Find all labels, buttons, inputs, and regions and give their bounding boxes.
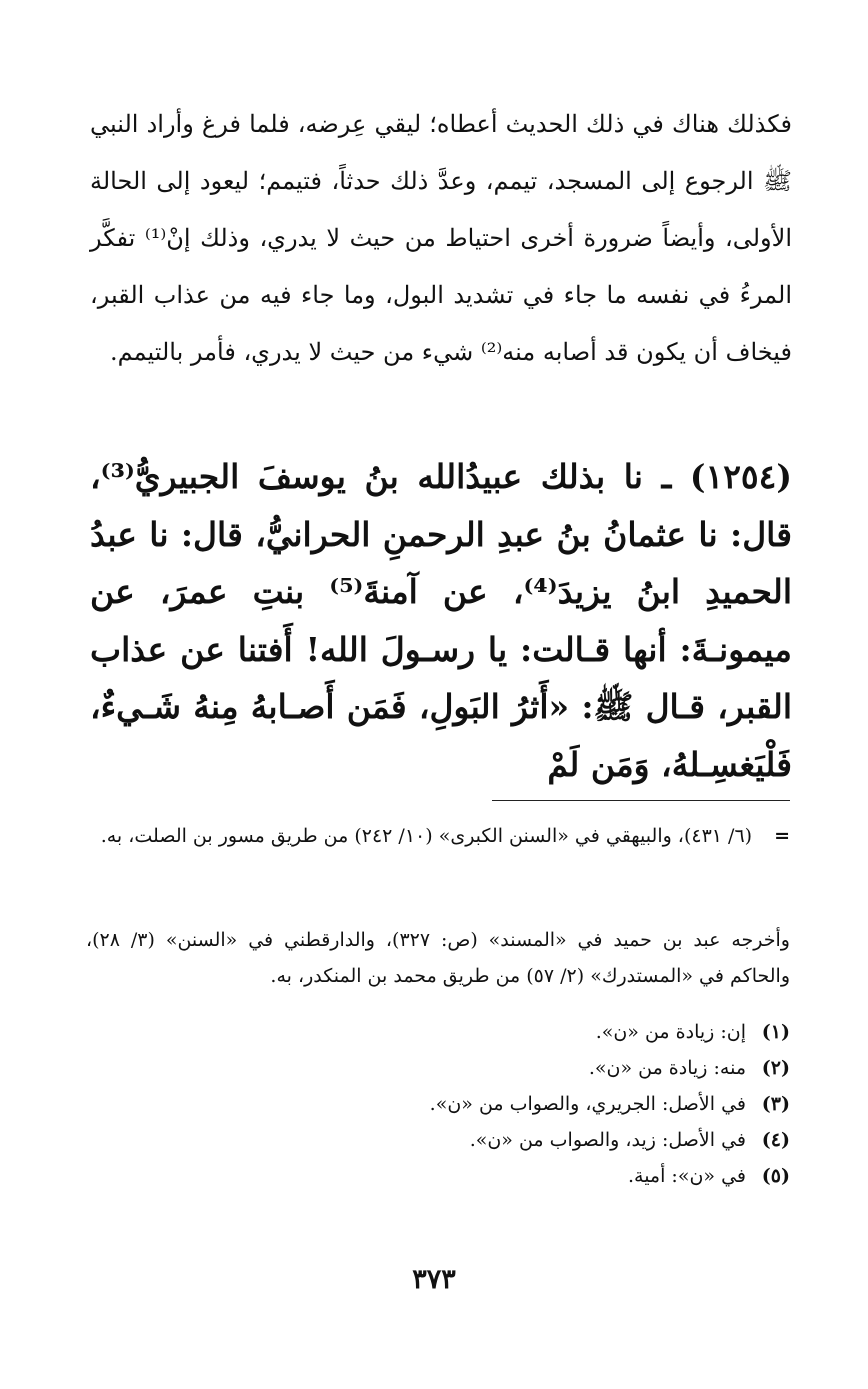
hadith-paragraph: (١٢٥٤) ـ نا بذلك عبيدُالله بنُ يوسفَ الجبيريُّ⁽³⁾، قال: نا عثمانُ بنُ عبدِ الرحمنِ الحرانيُّ، قال: نا عبدُ الحميدِ ابنُ يزيدَ⁽⁴⁾، عن آمنةَ⁽⁵⁾ بنتِ عمرَ، عن ميمونـةَ: أنها قـالت: يا رسـولَ الله! أَفتنا عن عذاب القبر، قـال ﷺ: «أَثرُ البَولِ، فَمَن أَصـابهُ مِنهُ شَـيءٌ، فَلْيَغسِـلهُ، وَمَن لَمْ — [90, 457, 793, 784]
footnote-number: (٤) — [761, 1129, 790, 1151]
footnote-item — [86, 1050, 790, 1086]
footnote-number: (٢) — [761, 1057, 790, 1079]
footnote-number: (٥) — [761, 1165, 790, 1187]
footnote-text: في الأصل: الجريري، والصواب من «ن». — [429, 1093, 746, 1115]
footnote-text: منه: زيادة من «ن». — [588, 1057, 746, 1079]
page-number: ٣٧٣ — [412, 1264, 456, 1295]
footnote-item — [86, 1014, 790, 1050]
footnote-number: (٣) — [761, 1093, 790, 1115]
footnote-text: إن: زيادة من «ن». — [595, 1021, 746, 1043]
footnote-item — [86, 1122, 790, 1158]
footnote-extra: وأخرجه عبد بن حميد في «المسند» (ص: ٣٢٧)، والدارقطني في «السنن» (٣/ ٢٨)، والحاكم في «المستدرك» (٢/ ٥٧) من طريق محمد بن المنكدر، به. — [86, 929, 790, 987]
footnote-continuation-text: (٦/ ٤٣١)، والبيهقي في «السنن الكبرى» (١٠/ ٢٤٢) من طريق مسور بن الصلت، به. — [100, 825, 753, 847]
footnote-continuation — [86, 818, 790, 854]
footnote-text: في الأصل: زيد، والصواب من «ن». — [469, 1129, 746, 1151]
footnote-item — [86, 1158, 790, 1194]
footnote-number: (١) — [761, 1021, 790, 1043]
continuation-marker: = — [774, 825, 790, 847]
footnote-text: في «ن»: أمية. — [627, 1165, 746, 1187]
footnote-list — [86, 1014, 790, 1194]
footnote-item — [86, 1086, 790, 1122]
intro-paragraph: فكذلك هناك في ذلك الحديث أعطاه؛ ليقي عِرضه، فلما فرغ وأراد النبي ﷺ الرجوع إلى المسجد، تيمم، وعدَّ ذلك حدثاً، فتيمم؛ ليعود إلى الحالة الأولى، وأيضاً ضرورة أخرى احتياط من حيث لا يدري، وذلك إنْ⁽¹⁾ تفكَّر المرءُ في نفسه ما جاء في تشديد البول، وما جاء فيه من عذاب القبر، فيخاف أن يكون قد أصابه منه⁽²⁾ شيء من حيث لا يدري، فأمر بالتيمم. — [90, 110, 793, 366]
footnote-separator — [492, 800, 790, 801]
